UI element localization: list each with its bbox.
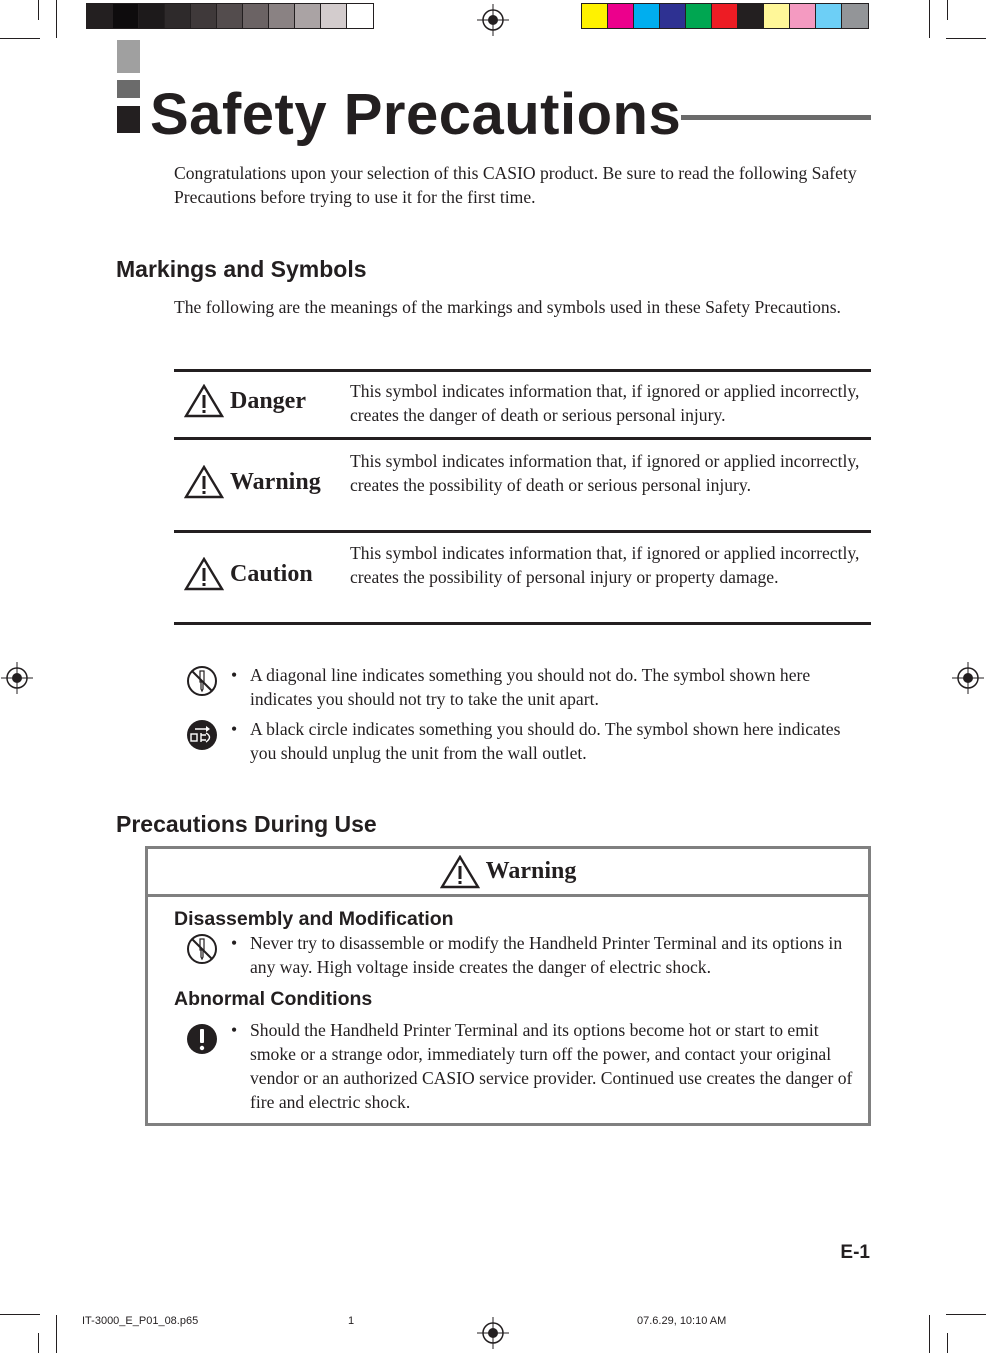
color-swatch	[816, 4, 842, 28]
color-swatch	[738, 4, 764, 28]
registration-mark-icon	[1, 662, 33, 694]
bullet-text: A diagonal line indicates something you should not do. The symbol shown here indicates you should not try to take the unit apart.	[250, 665, 811, 709]
section-heading-abnormal: Abnormal Conditions	[174, 988, 373, 1010]
registration-mark-icon	[477, 4, 509, 36]
marking-label: Caution	[230, 560, 313, 587]
color-swatch	[165, 4, 191, 28]
color-swatch	[686, 4, 712, 28]
color-swatch	[842, 4, 868, 28]
page-number: E-1	[840, 1242, 870, 1263]
color-swatch	[634, 4, 660, 28]
marking-description: This symbol indicates information that, if ignored or applied incorrectly, creates the danger of death or serious personal injury.	[350, 381, 860, 425]
title-rule	[681, 115, 871, 120]
warning-box-header	[148, 849, 868, 897]
precautions-heading: Precautions During Use	[116, 811, 377, 837]
intro-paragraph: Congratulations upon your selection of this CASIO product. Be sure to read the following Safety Precautions before trying to use it for the first time.	[174, 163, 857, 207]
mandatory-exclamation-icon	[186, 1023, 218, 1055]
prohibition-disassemble-icon	[186, 665, 218, 697]
registration-mark-icon	[952, 662, 984, 694]
warning-triangle-icon	[184, 384, 224, 418]
table-rule	[174, 437, 871, 440]
color-swatch	[347, 4, 373, 28]
page-title: Safety Precautions	[150, 82, 682, 147]
color-swatch	[295, 4, 321, 28]
table-rule	[174, 622, 871, 625]
color-swatch	[764, 4, 790, 28]
color-swatch	[321, 4, 347, 28]
color-swatch	[243, 4, 269, 28]
color-swatch	[790, 4, 816, 28]
warning-triangle-icon	[184, 557, 224, 591]
bullet-text: Should the Handheld Printer Terminal and its options become hot or start to emit smoke or a strange odor, immediately turn off the power, and contact your original vendor or an authorized CASIO service provider. Continued use creates the danger of fire and electric shock.	[250, 1020, 853, 1112]
color-swatch	[217, 4, 243, 28]
color-swatch	[712, 4, 738, 28]
color-swatch	[191, 4, 217, 28]
unplug-icon	[186, 719, 218, 751]
color-swatch	[113, 4, 139, 28]
registration-mark-icon	[477, 1317, 509, 1349]
marking-description: This symbol indicates information that, if ignored or applied incorrectly, creates the possibility of death or serious personal injury.	[350, 451, 860, 495]
bullet-text: Never try to disassemble or modify the Handheld Printer Terminal and its options in any way. High voltage inside creates the danger of electric shock.	[250, 933, 843, 977]
table-rule	[174, 530, 871, 533]
process-color-bar	[581, 3, 869, 29]
table-rule	[174, 369, 871, 372]
warning-triangle-icon	[440, 855, 480, 889]
warning-triangle-icon	[184, 465, 224, 499]
color-swatch	[582, 4, 608, 28]
warning-box: Warning Disassembly and Modification • Never try to disassemble or modify the Handheld Printer Terminal and its options in any way. High voltage inside creates the danger of electric shock. Abnormal Conditions • Should the Handheld Printer Terminal and its options become hot or start to emit smoke or a strange odor, immediately turn off the power, and contact your original vendor or an authorized CASIO service provider. Continued use creates the danger of fire and electric shock.	[145, 846, 871, 1126]
marking-label: Danger	[230, 387, 306, 414]
markings-heading: Markings and Symbols	[116, 256, 367, 282]
bullet-text: A black circle indicates something you should do. The symbol shown here indicates you should unplug the unit from the wall outlet.	[250, 719, 841, 763]
prohibition-disassemble-icon	[186, 933, 218, 965]
slug-filename: IT-3000_E_P01_08.p65	[82, 1315, 199, 1327]
color-swatch	[269, 4, 295, 28]
color-swatch	[608, 4, 634, 28]
gray-color-bar	[86, 3, 374, 29]
color-swatch	[87, 4, 113, 28]
markings-intro: The following are the meanings of the markings and symbols used in these Safety Precautions.	[174, 297, 841, 317]
slug-date: 07.6.29, 10:10 AM	[637, 1315, 727, 1327]
slug-page: 1	[348, 1315, 355, 1327]
marking-description: This symbol indicates information that, if ignored or applied incorrectly, creates the possibility of personal injury or property damage.	[350, 543, 860, 587]
section-heading-disassembly: Disassembly and Modification	[174, 908, 454, 930]
warning-box-label: Warning	[485, 858, 577, 884]
color-swatch	[139, 4, 165, 28]
color-swatch	[660, 4, 686, 28]
marking-label: Warning	[230, 468, 321, 495]
